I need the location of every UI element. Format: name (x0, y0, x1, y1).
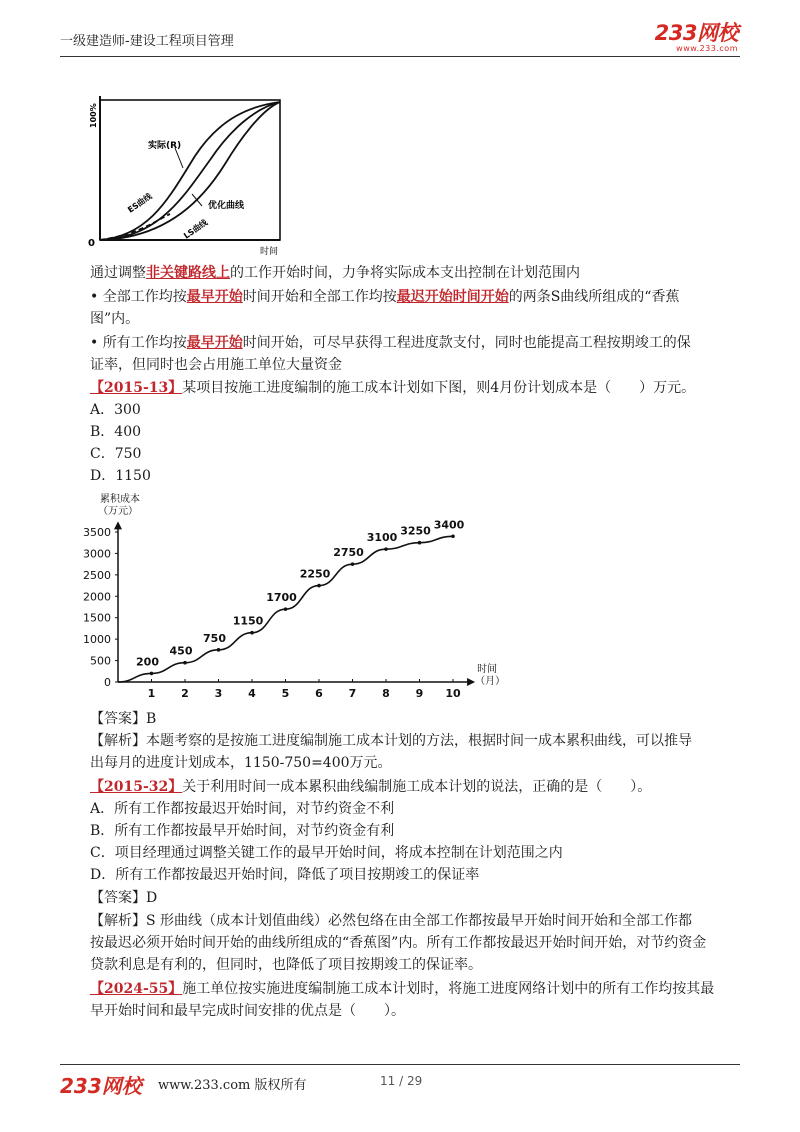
x-axis-title: 时间 (477, 664, 498, 675)
footer-copyright[interactable]: www.233.com 版权所有 (158, 1078, 307, 1093)
explanation-1-line1: 【解析】本题考察的是按施工进度编制施工成本计划的方法，根据时间一成本累积曲线，可以推导 (90, 733, 692, 749)
y-axis-label: 100% (89, 103, 98, 128)
highlight-span: 最迟开始时间开始 (396, 289, 509, 305)
es-label: ES曲线 (126, 191, 154, 215)
y-tick-label: 2500 (83, 568, 111, 582)
data-point (418, 541, 422, 545)
data-point (217, 648, 221, 652)
highlight-span: 最早开始 (186, 335, 243, 351)
question-2024-55 (90, 978, 714, 1000)
option-b: B．所有工作都按最早开始时间，对节约资金有利 (90, 823, 395, 839)
ls-curve (100, 102, 280, 240)
data-point (183, 661, 187, 665)
y-axis-title: 累积成本 (100, 494, 140, 505)
data-label: 750 (203, 631, 226, 645)
option-d: D．所有工作都按最迟开始时间，降低了项目按期竣工的保证率 (90, 867, 480, 883)
data-label: 1700 (266, 591, 297, 605)
x-axis-arrow (467, 678, 475, 686)
answer-2: 【答案】D (90, 890, 158, 906)
y-tick-label: 500 (90, 654, 111, 668)
text-span: 通过调整 (90, 265, 146, 281)
text-span: • 所有工作均按 (90, 335, 187, 351)
y-tick-label: 2000 (83, 590, 111, 604)
question-2015-32 (90, 776, 651, 798)
text-span: 时间开始和全部工作均按 (242, 289, 397, 305)
footer-divider (60, 1064, 740, 1065)
x-tick-label: 2 (181, 687, 189, 700)
x-tick-label: 5 (281, 687, 290, 700)
data-label: 3400 (433, 518, 465, 532)
x-tick-label: 3 (214, 687, 223, 700)
y-axis-arrow (114, 521, 122, 529)
x-tick-label: 8 (382, 687, 390, 700)
actual-label: 实际(R) (148, 141, 182, 151)
origin-label: 0 (88, 238, 95, 249)
y-tick-label: 3000 (83, 547, 111, 561)
cost-curve-chart (78, 492, 518, 704)
x-tick-label: 9 (415, 687, 424, 700)
y-tick-label: 3500 (83, 526, 111, 539)
data-label: 2750 (333, 546, 364, 560)
question-text: 施工单位按实施进度编制施工成本计划时，将施工进度网络计划中的所有工作均按其最 (182, 981, 715, 997)
option-c: C．750 (90, 446, 142, 462)
data-label: 2250 (299, 567, 331, 581)
question-2024-55-cont: 早开始时间和最早完成时间安排的优点是（ ）。 (90, 1003, 405, 1019)
question-tag: 【2015-13】 (90, 380, 183, 396)
y-axis-unit: （万元） (98, 506, 138, 517)
option-c: C．项目经理通过调整关键工作的最早开始时间，将成本控制在计划范围之内 (90, 845, 563, 861)
data-point (150, 672, 154, 676)
y-tick-label: 0 (104, 676, 111, 689)
question-tag: 【2024-55】 (90, 981, 183, 997)
x-tick-label: 4 (248, 687, 256, 700)
explanation-2-line2: 按最迟必须开始时间开始的曲线所组成的“香蕉图”内。所有工作都按最迟开始时间开始，对节约资金 (90, 935, 707, 951)
question-2015-13 (90, 377, 695, 399)
x-axis-label: 时间 (260, 247, 279, 257)
bullet-2 (90, 332, 691, 354)
x-tick-label: 1 (147, 687, 156, 700)
banana-curve-figure (80, 86, 300, 258)
data-point (351, 562, 355, 566)
data-label: 3250 (400, 524, 431, 538)
y-tick-label: 1500 (83, 611, 111, 625)
data-point (284, 607, 288, 611)
highlight-span: 最早开始 (186, 289, 243, 305)
data-point (384, 547, 388, 551)
x-tick-label: 7 (348, 687, 357, 700)
site-logo[interactable] (655, 22, 738, 53)
footer-logo[interactable]: 233网校 (60, 1074, 142, 1098)
bullet-2-cont: 证率，但同时也会占用施工单位大量资金 (90, 357, 342, 373)
bullet-1-cont: 图”内。 (90, 311, 140, 327)
option-a: A．所有工作都按最迟开始时间，对节约资金不利 (90, 801, 395, 817)
question-text: 某项目按施工进度编制的施工成本计划如下图，则4月份计划成本是（ ）万元。 (182, 380, 696, 396)
highlight-span: 非关键路线上 (146, 265, 230, 281)
data-label: 200 (136, 655, 159, 669)
text-span: 的工作开始时间，力争将实际成本支出控制在计划范围内 (230, 265, 580, 281)
paragraph-adjust (90, 262, 580, 284)
bullet-1 (90, 286, 679, 308)
text-span: 的两条S曲线所组成的“香蕉 (508, 289, 680, 305)
header-divider (60, 56, 740, 57)
data-label: 450 (169, 644, 193, 658)
data-label: 1150 (232, 614, 264, 628)
option-b: B．400 (90, 424, 142, 440)
data-point (250, 631, 254, 635)
logo-text: 233网校 (654, 21, 738, 45)
optimized-label: 优化曲线 (208, 201, 245, 211)
logo-url: www.233.com (676, 44, 738, 53)
ls-label: LS曲线 (182, 217, 210, 241)
x-tick-label: 10 (445, 687, 461, 700)
data-label: 3100 (366, 531, 398, 545)
option-d: D．1150 (90, 468, 151, 484)
x-axis-unit: （月） (475, 676, 506, 687)
text-span: • 全部工作均按 (90, 289, 187, 305)
answer-1: 【答案】B (90, 711, 157, 727)
x-tick-label: 6 (315, 687, 323, 700)
data-point (451, 534, 455, 538)
option-a: A．300 (90, 402, 141, 418)
page-number: 11 / 29 (380, 1074, 423, 1088)
y-tick-label: 1000 (83, 633, 111, 647)
question-text: 关于利用时间一成本累积曲线编制施工成本计划的说法，正确的是（ ）。 (182, 779, 652, 795)
actual-curve (100, 102, 280, 240)
explanation-2-line3: 贷款利息是有利的，但同时，也降低了项目按期竣工的保证率。 (90, 957, 482, 973)
explanation-2-line1: 【解析】S 形曲线（成本计划值曲线）必然包络在由全部工作都按最早开始时间开始和全部工作都 (90, 913, 693, 929)
text-span: 时间开始，可尽早获得工程进度款支付，同时也能提高工程按期竣工的保 (242, 335, 691, 351)
header-title: 一级建造师-建设工程项目管理 (60, 34, 234, 49)
data-point (317, 584, 321, 588)
question-tag: 【2015-32】 (90, 779, 183, 795)
explanation-1-line2: 出每月的进度计划成本，1150-750=400万元。 (90, 755, 392, 771)
es-curve (100, 102, 280, 240)
